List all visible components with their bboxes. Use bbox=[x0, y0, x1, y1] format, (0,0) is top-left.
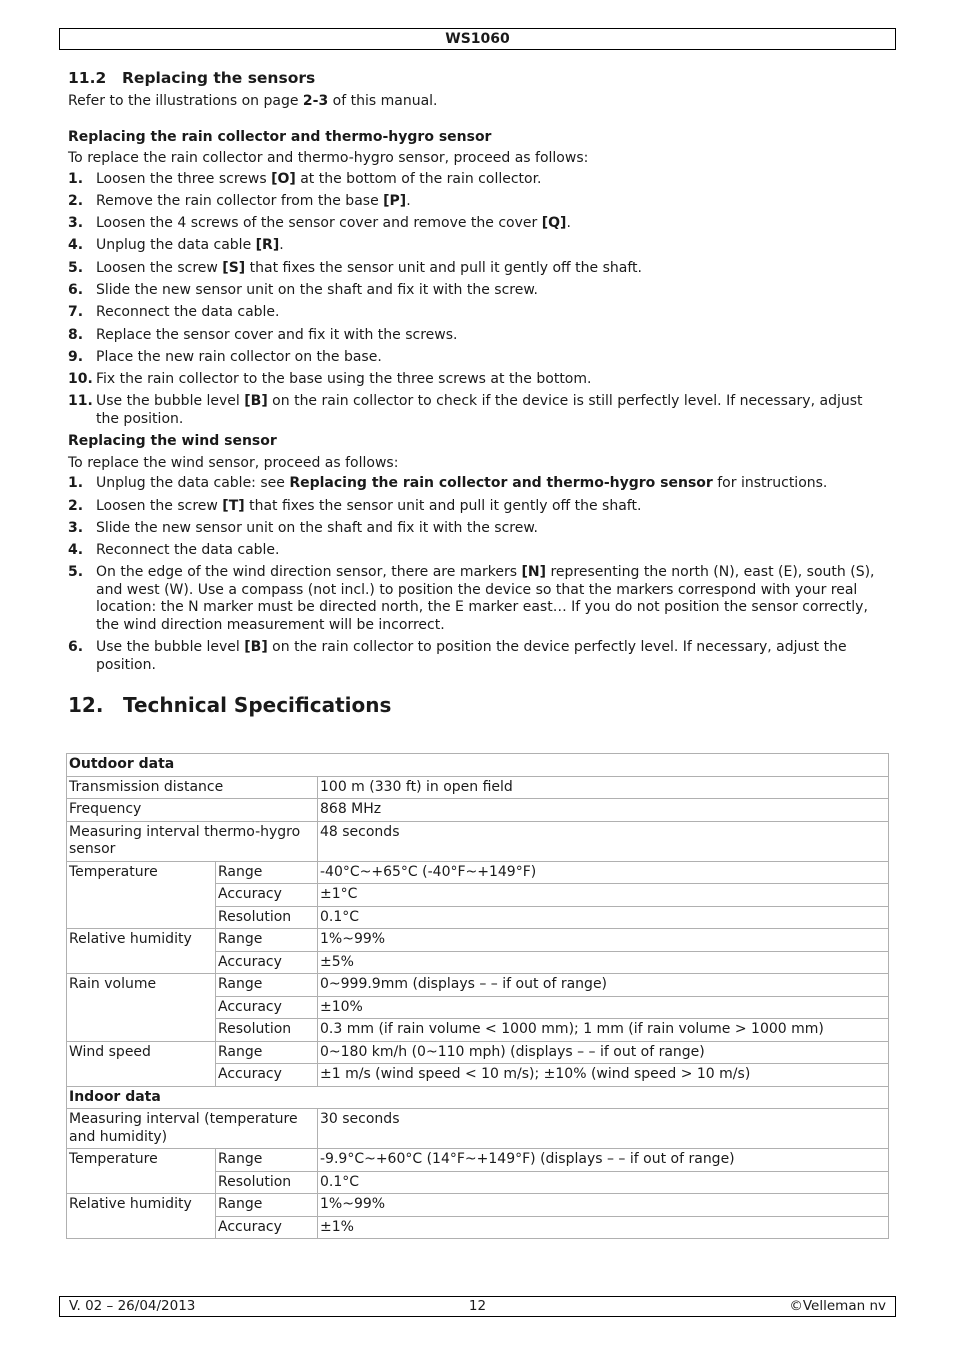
cell-label: Temperature bbox=[67, 1149, 216, 1194]
step-text-start: Fix the rain collector to the base using the three screws at the bottom. bbox=[96, 371, 592, 388]
cell-value: 30 seconds bbox=[318, 1109, 889, 1149]
list-item bbox=[68, 639, 888, 674]
section-title: Replacing the sensors bbox=[122, 69, 316, 87]
step-number: 4. bbox=[68, 542, 84, 559]
cell-sublabel: Accuracy bbox=[216, 1064, 318, 1087]
step-text bbox=[96, 215, 888, 233]
step-number: 10. bbox=[68, 371, 93, 388]
step-text-end: for instructions. bbox=[712, 475, 828, 492]
table-row bbox=[67, 1086, 889, 1109]
indoor-header: Indoor data bbox=[67, 1086, 889, 1109]
step-text-end: representing the north (N), east (E), south (S), and west (W). Use a compass (not incl.) to position the device so that the markers correspond with your real location: the N marker must be directed north, the E marker east… If you do not position the sensor correctly, the wind direction measurement will be incorrect. bbox=[96, 564, 875, 633]
cell-label: Rain volume bbox=[67, 974, 216, 1042]
wind-steps-list bbox=[68, 475, 888, 674]
step-number: 2. bbox=[68, 497, 84, 514]
table-row bbox=[67, 1194, 889, 1217]
section-heading-11-2 bbox=[68, 66, 888, 90]
step-text bbox=[96, 564, 888, 634]
spec-table bbox=[66, 753, 889, 1239]
cell-label: Relative humidity bbox=[67, 929, 216, 974]
table-row bbox=[67, 1041, 889, 1064]
step-text-end: that fixes the sensor unit and pull it gently off the shaft. bbox=[245, 259, 642, 276]
step-reference: Replacing the rain collector and thermo-hygro sensor bbox=[289, 475, 713, 492]
list-item bbox=[68, 304, 888, 322]
cell-label: Wind speed bbox=[67, 1041, 216, 1086]
table-row bbox=[67, 821, 889, 861]
cell-sublabel: Accuracy bbox=[216, 884, 318, 907]
outdoor-header: Outdoor data bbox=[67, 754, 889, 777]
step-number: 5. bbox=[68, 259, 84, 276]
step-reference: [Q] bbox=[541, 215, 567, 232]
step-text bbox=[96, 520, 888, 538]
page-footer bbox=[59, 1296, 896, 1317]
step-number: 7. bbox=[68, 304, 84, 321]
step-text-start: Reconnect the data cable. bbox=[96, 542, 280, 559]
cell-sublabel: Range bbox=[216, 974, 318, 997]
cell-value: 0~999.9mm (displays – – if out of range) bbox=[318, 974, 889, 997]
list-item bbox=[68, 171, 888, 189]
footer-copyright: ©Velleman nv bbox=[789, 1298, 886, 1314]
step-number: 3. bbox=[68, 215, 84, 232]
list-item bbox=[68, 327, 888, 345]
list-item bbox=[68, 393, 888, 428]
cell-value: ±1°C bbox=[318, 884, 889, 907]
step-text bbox=[96, 371, 888, 389]
cell-sublabel: Range bbox=[216, 929, 318, 952]
step-number: 1. bbox=[68, 475, 84, 492]
cell-sublabel: Accuracy bbox=[216, 1216, 318, 1239]
list-item bbox=[68, 215, 888, 233]
cell-value: -40°C~+65°C (-40°F~+149°F) bbox=[318, 861, 889, 884]
step-text-start: Replace the sensor cover and fix it with the screws. bbox=[96, 326, 458, 343]
step-text-end: that fixes the sensor unit and pull it gently off the shaft. bbox=[244, 497, 642, 514]
step-text bbox=[96, 327, 888, 345]
wind-lead-text: To replace the wind sensor, proceed as follows: bbox=[68, 454, 399, 471]
step-text bbox=[96, 498, 888, 516]
step-text-end: . bbox=[406, 192, 411, 209]
cell-value: 48 seconds bbox=[318, 821, 889, 861]
table-row bbox=[67, 861, 889, 884]
cell-value: 0.3 mm (if rain volume < 1000 mm); 1 mm (if rain volume > 1000 mm) bbox=[318, 1019, 889, 1042]
table-row bbox=[67, 1149, 889, 1172]
intro-text-end: of this manual. bbox=[328, 93, 438, 109]
step-text bbox=[96, 639, 888, 674]
cell-value: 1%~99% bbox=[318, 1194, 889, 1217]
cell-sublabel: Resolution bbox=[216, 1019, 318, 1042]
cell-sublabel: Accuracy bbox=[216, 951, 318, 974]
step-text-start: Slide the new sensor unit on the shaft and fix it with the screw. bbox=[96, 519, 538, 536]
list-item bbox=[68, 193, 888, 211]
step-number: 1. bbox=[68, 170, 84, 187]
header-title: WS1060 bbox=[445, 31, 510, 47]
list-item bbox=[68, 349, 888, 367]
cell-label: Relative humidity bbox=[67, 1194, 216, 1239]
step-number: 5. bbox=[68, 564, 84, 581]
step-text-start: Loosen the screw bbox=[96, 259, 223, 276]
step-text-start: Loosen the 4 screws of the sensor cover and remove the cover bbox=[96, 215, 542, 232]
footer-page-number: 12 bbox=[468, 1298, 487, 1314]
step-number: 6. bbox=[68, 639, 84, 656]
step-text bbox=[96, 193, 888, 211]
cell-value: ±5% bbox=[318, 951, 889, 974]
table-row bbox=[67, 974, 889, 997]
step-text-start: Unplug the data cable bbox=[96, 237, 256, 254]
step-text-start: Reconnect the data cable. bbox=[96, 304, 280, 321]
cell-sublabel: Resolution bbox=[216, 906, 318, 929]
step-text bbox=[96, 349, 888, 367]
cell-label: Measuring interval (temperature and humidity) bbox=[67, 1109, 318, 1149]
cell-value: 868 MHz bbox=[318, 799, 889, 822]
list-item bbox=[68, 564, 888, 634]
list-item bbox=[68, 542, 888, 560]
cell-value: 0.1°C bbox=[318, 1171, 889, 1194]
step-text bbox=[96, 260, 888, 278]
footer-version: V. 02 – 26/04/2013 bbox=[69, 1298, 196, 1314]
step-reference: [T] bbox=[222, 497, 245, 514]
step-number: 9. bbox=[68, 348, 84, 365]
page-content bbox=[68, 66, 888, 718]
table-row bbox=[67, 754, 889, 777]
step-number: 8. bbox=[68, 326, 84, 343]
cell-value: 1%~99% bbox=[318, 929, 889, 952]
step-text-end: . bbox=[566, 215, 571, 232]
step-text-start: Remove the rain collector from the base bbox=[96, 192, 384, 209]
chapter-number: 12. bbox=[68, 693, 104, 718]
step-reference: [N] bbox=[521, 564, 547, 581]
page-header bbox=[59, 28, 896, 50]
step-text-start: Place the new rain collector on the base. bbox=[96, 348, 382, 365]
step-text-start: Slide the new sensor unit on the shaft and fix it with the screw. bbox=[96, 281, 538, 298]
step-reference: [B] bbox=[244, 393, 268, 410]
step-text-end: at the bottom of the rain collector. bbox=[295, 170, 542, 187]
step-text-end: on the rain collector to position the device perfectly level. If necessary, adjust the position. bbox=[96, 639, 847, 673]
step-text bbox=[96, 304, 888, 322]
cell-value: ±1 m/s (wind speed < 10 m/s); ±10% (wind speed > 10 m/s) bbox=[318, 1064, 889, 1087]
step-text bbox=[96, 475, 888, 493]
step-number: 11. bbox=[68, 393, 93, 410]
cell-value: ±1% bbox=[318, 1216, 889, 1239]
table-row bbox=[67, 799, 889, 822]
step-text-start: Loosen the screw bbox=[96, 497, 223, 514]
cell-label: Measuring interval thermo-hygro sensor bbox=[67, 821, 318, 861]
cell-label: Transmission distance bbox=[67, 776, 318, 799]
cell-value: ±10% bbox=[318, 996, 889, 1019]
step-text bbox=[96, 237, 888, 255]
table-row bbox=[67, 929, 889, 952]
list-item bbox=[68, 260, 888, 278]
step-reference: [B] bbox=[244, 639, 268, 656]
cell-label: Frequency bbox=[67, 799, 318, 822]
page-reference: 2-3 bbox=[302, 93, 329, 109]
cell-sublabel: Range bbox=[216, 1041, 318, 1064]
intro-paragraph bbox=[68, 93, 888, 111]
step-reference: [O] bbox=[271, 170, 296, 187]
step-text-start: Use the bubble level bbox=[96, 639, 245, 656]
step-number: 2. bbox=[68, 192, 84, 209]
step-text-start: Loosen the three screws bbox=[96, 170, 272, 187]
section-number: 11.2 bbox=[68, 69, 107, 87]
list-item bbox=[68, 475, 888, 493]
step-text-start: Use the bubble level bbox=[96, 393, 245, 410]
step-text-start: Unplug the data cable: see bbox=[96, 475, 290, 492]
cell-sublabel: Range bbox=[216, 1149, 318, 1172]
step-reference: [S] bbox=[222, 259, 246, 276]
step-text-end: on the rain collector to check if the device is still perfectly level. If necessary, adjust the position. bbox=[96, 393, 863, 427]
step-text-end: . bbox=[279, 237, 284, 254]
step-number: 6. bbox=[68, 281, 84, 298]
list-item bbox=[68, 282, 888, 300]
step-text bbox=[96, 393, 888, 428]
cell-sublabel: Range bbox=[216, 861, 318, 884]
chapter-title: Technical Specifications bbox=[123, 693, 392, 718]
table-row bbox=[67, 1109, 889, 1149]
step-reference: [P] bbox=[383, 192, 407, 209]
cell-sublabel: Resolution bbox=[216, 1171, 318, 1194]
subheading-rain-collector: Replacing the rain collector and thermo-hygro sensor bbox=[68, 128, 492, 145]
list-item bbox=[68, 520, 888, 538]
list-item bbox=[68, 237, 888, 255]
cell-value: -9.9°C~+60°C (14°F~+149°F) (displays – – if out of range) bbox=[318, 1149, 889, 1172]
intro-text: Refer to the illustrations on page bbox=[68, 93, 303, 109]
cell-label: Temperature bbox=[67, 861, 216, 929]
rain-lead-text: To replace the rain collector and thermo-hygro sensor, proceed as follows: bbox=[68, 150, 589, 166]
step-text bbox=[96, 282, 888, 300]
list-item bbox=[68, 498, 888, 516]
cell-value: 100 m (330 ft) in open field bbox=[318, 776, 889, 799]
step-text bbox=[96, 542, 888, 560]
subheading-wind-sensor: Replacing the wind sensor bbox=[68, 433, 277, 450]
step-text-start: On the edge of the wind direction sensor, there are markers bbox=[96, 564, 522, 581]
step-number: 4. bbox=[68, 237, 84, 254]
cell-value: 0.1°C bbox=[318, 906, 889, 929]
cell-sublabel: Accuracy bbox=[216, 996, 318, 1019]
table-row bbox=[67, 776, 889, 799]
cell-sublabel: Range bbox=[216, 1194, 318, 1217]
step-reference: [R] bbox=[255, 237, 280, 254]
step-number: 3. bbox=[68, 519, 84, 536]
cell-value: 0~180 km/h (0~110 mph) (displays – – if out of range) bbox=[318, 1041, 889, 1064]
rain-steps-list bbox=[68, 171, 888, 429]
step-text bbox=[96, 171, 888, 189]
list-item bbox=[68, 371, 888, 389]
chapter-heading-12 bbox=[68, 692, 888, 718]
